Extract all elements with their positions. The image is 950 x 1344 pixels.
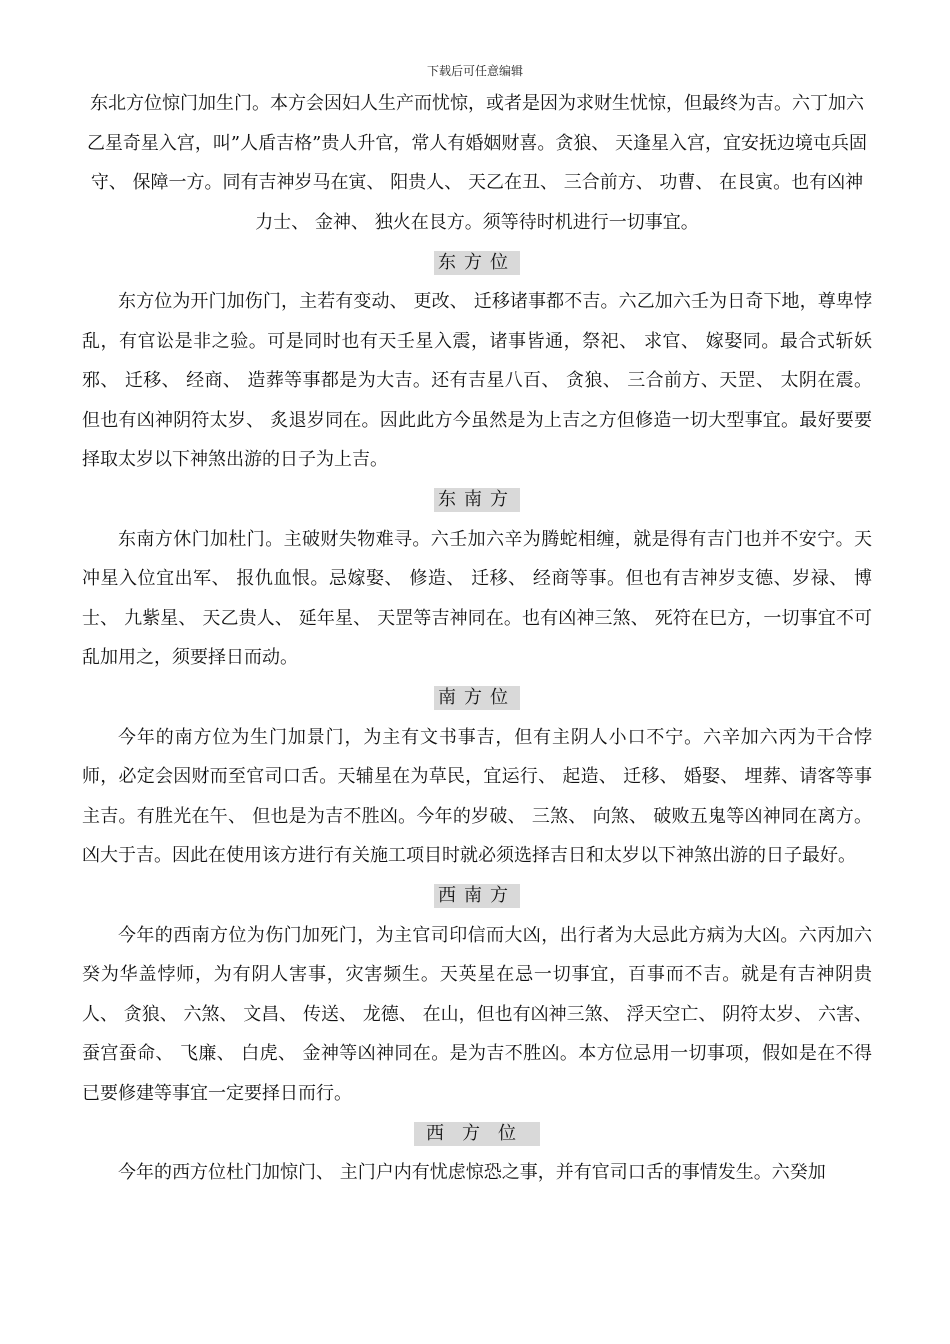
paragraph-east: 东方位为开门加伤门，主若有变动、 更改、 迁移诸事都不吉。六乙加六壬为日奇下地，尊卑悖乱，有官讼是非之验。可是同时也有天壬星入震，诸事皆通，祭祀、 求官、 嫁娶同。最合式斩妖邪、 迁移、 经商、 造葬等事都是为大吉。还有吉星八百、 贪狼、 三合前方、天罡、 太阴在震。但也有凶神阴符太岁、 炙退岁同在。因此此方今虽然是为上吉之方但修造一切大型事宜。最好要要择取太岁以下神煞出游的日子为上吉。 [82, 291, 872, 470]
heading-east-row [82, 242, 872, 282]
section-heading-east: 东方位 [434, 251, 520, 275]
section-heading-southeast: 东南方 [434, 488, 520, 512]
paragraph-northeast: 东北方位惊门加生门。本方会因妇人生产而忧惊，或者是因为求财生忧惊，但最终为吉。六丁加六乙星奇星入宫，叫”人盾吉格”贵人升官，常人有婚姻财喜。贪狼、 天逢星入宫，宜安抚边境屯兵固守、 保障一方。同有吉神岁马在寅、 阳贵人、 天乙在丑、 三合前方、 功曹、 在艮寅。也有凶神力士、 金神、 独火在艮方。须等待时机进行一切事宜。 [86, 93, 868, 233]
section-heading-west: 西方位 [414, 1122, 540, 1146]
paragraph-southwest: 今年的西南方位为伤门加死门，为主官司印信而大凶，出行者为大忌此方病为大凶。六丙加六癸为华盖悖师，为有阴人害事，灾害频生。天英星在忌一切事宜，百事而不吉。就是有吉神阴贵人、 贪狼、 六煞、 文昌、 传送、 龙德、 在山，但也有凶神三煞、 浮天空亡、 阴符太岁、 六害、 蚕宫蚕命、 飞廉、 白虎、 金神等凶神同在。是为吉不胜凶。本方位忌用一切事项，假如是在不得已要修建等事宜一定要择日而行。 [82, 924, 872, 1104]
section-heading-south: 南方位 [434, 686, 520, 710]
paragraph-southeast: 东南方休门加杜门。主破财失物难寻。六壬加六辛为腾蛇相缠，就是得有吉门也并不安宁。天冲星入位宜出军、 报仇血恨。忌嫁娶、 修造、 迁移、 经商等事。但也有吉神岁支德、岁禄、 博士、 九紫星、 天乙贵人、 延年星、 天罡等吉神同在。也有凶神三煞、 死符在巳方，一切事宜不可乱加用之，须要择日而动。 [82, 528, 872, 668]
paragraph-south: 今年的南方位为生门加景门，为主有文书事吉，但有主阴人小口不宁。六辛加六丙为干合悖师，必定会因财而至官司口舌。天辅星在为草民，宜运行、 起造、 迁移、 婚娶、 埋葬、请客等事主吉。有胜光在午、 但也是为吉不胜凶。今年的岁破、 三煞、 向煞、 破败五鬼等凶神同在离方。凶大于吉。因此在使用该方进行有关施工项目时就必须选择吉日和太岁以下神煞出游的日子最好。 [82, 726, 872, 866]
page-header-note: 下载后可任意编辑 [426, 64, 523, 78]
heading-southwest-row [82, 876, 872, 916]
heading-west-row [82, 1113, 872, 1153]
heading-south-row [82, 678, 872, 718]
paragraph-west: 今年的西方位杜门加惊门、 主门户内有忧虑惊恐之事，并有官司口舌的事情发生。六癸加 [118, 1162, 826, 1183]
heading-southeast-row [82, 480, 872, 520]
section-heading-southwest: 西南方 [434, 884, 520, 908]
document-body [82, 84, 872, 1193]
